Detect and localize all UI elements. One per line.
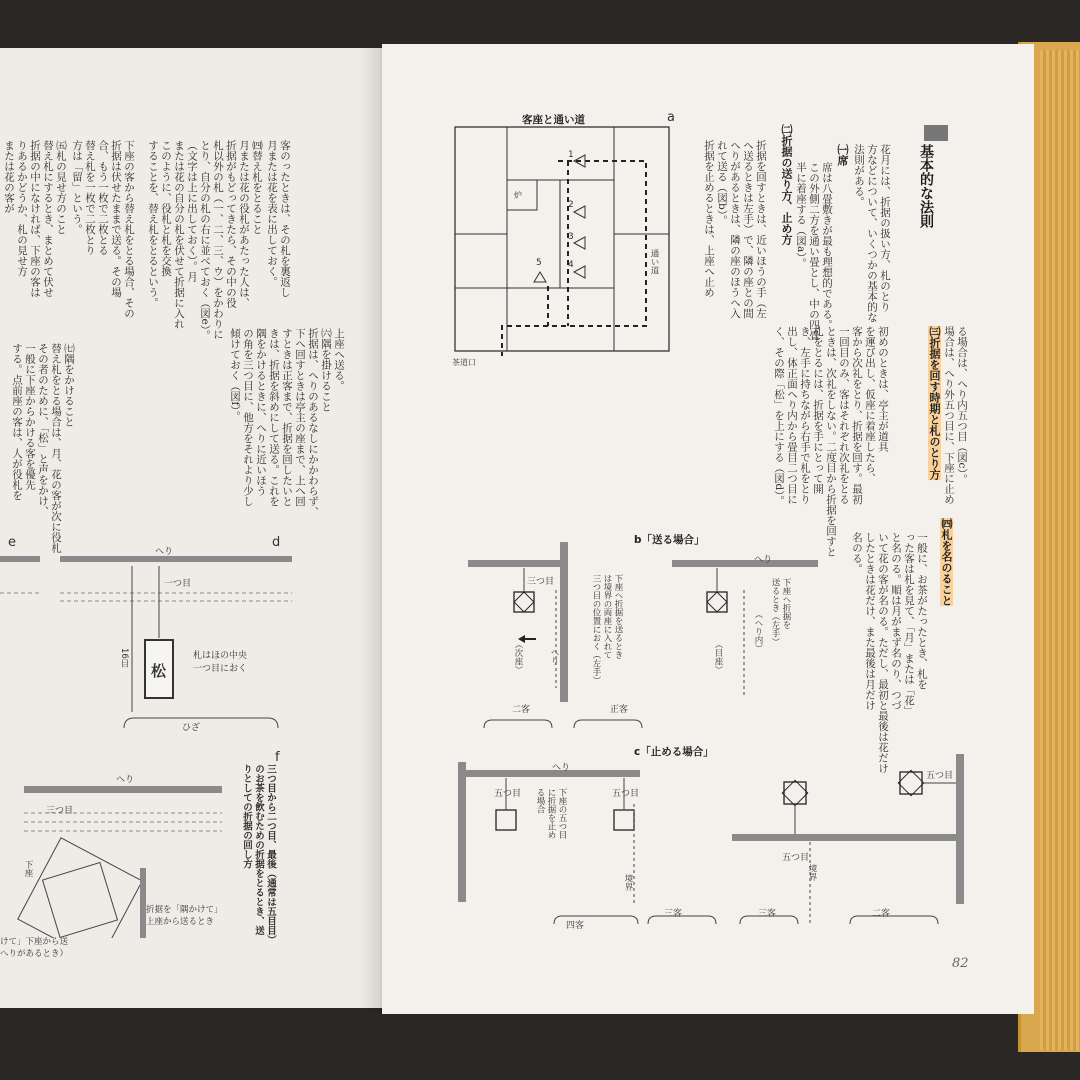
fig-a-path [502, 161, 646, 356]
fig-c-border2: 境界 [807, 864, 817, 881]
fig-b-caption: b「送る場合」 [634, 534, 705, 546]
fig-b-box1-diamond [514, 592, 534, 612]
fig-b-guest2: 二客 [512, 705, 531, 715]
fig-c-right-post [956, 754, 964, 904]
section2-body-b: る場合は、へり内五つ目（図c）。 場合は、へり外五つ目に、下座に止め [943, 326, 968, 505]
fig-c-itsutsume1: 五つ目 [494, 789, 522, 799]
left-text-col2: ㈣替え札をとること 月または花の役札があたった人は、 折据がもどってきたら、その中の役 札以外の札（一、二、三、ウ）をかわりに とり、自分の札の右に並べておく（図e）。 （文字は上に出しておく）。月 または花の自分の札を伏せて折据に入れ このように、役札と札を交換 することを、替え札をとるという。 [147, 140, 263, 341]
fig-a-num1: 1 [568, 150, 574, 160]
fig-b-mokuza: （目座） [713, 640, 723, 674]
fig-a-entrance: 茶道口 [452, 358, 476, 367]
fig-c-left-post [458, 762, 466, 902]
fig-b-main-guest: 正客 [610, 705, 629, 715]
heading: 基本的な法則 [918, 144, 934, 228]
fig-a-num4: 4 [568, 260, 574, 270]
left-text-col4: ㈤札の見せ方のこと 替え札にするとき、まとめて伏せ 折据の中になければ、下座の客は りあるかどうか、札の見せ方 または花の客が [3, 140, 67, 298]
fig-b-heri-left [468, 560, 560, 567]
fig-f-note: 三つ目から二つ目、最後（通常は五目目） のお茶を飲むための折据をとるとき、送 りとしての折据の回し方 [241, 764, 276, 945]
section2-body: 折据を回すときは、近いほうの手（左 へ送るときは左手）で、隣の座との間 へりがあるときは、隣の座のほうへ入 れて送る（図b）。 折据を止めるときは、上座へ止め [703, 140, 767, 319]
left-text-col6: ㈦隅をかけること 替え札をとる場合は、月、花の客が次に役札 その者のために、「松」と声をかけ、 一般に下座からかける客を優先 する。点前座の客は、人が役札を [11, 343, 75, 553]
fig-d-heri-bar [60, 556, 292, 562]
fig-b-mitsume: 三つ目 [527, 577, 555, 587]
fig-c-guest3a: 三客 [664, 909, 683, 919]
fig-d-heri: へり [155, 547, 174, 557]
fig-a-tri4 [574, 266, 585, 278]
fig-b-post [560, 542, 568, 702]
fig-a-tri2 [574, 206, 585, 218]
fig-c-heri-right [732, 834, 956, 841]
fig-c-border1: 境界 [623, 874, 633, 891]
fig-c-box3-diamond [782, 780, 807, 805]
fig-a-tri5 [534, 272, 546, 282]
fig-b-box2-diamond [707, 592, 727, 612]
fig-b-box1 [514, 592, 534, 612]
fig-b-note1: 下座へ折据を送るとき は境界の両座に入れて 三つ目の位置におく（左手） [591, 574, 623, 685]
fig-f-caption: 折据を「隅かけて」 上座から送るとき [146, 905, 223, 927]
section3-title: ㈢折据を回す時期と札のとり方 [928, 326, 941, 480]
fig-b-heri-uchi: （へり内） [753, 610, 763, 653]
fig-b-jiza: （次座） [513, 640, 523, 674]
fig-a-num3: 3 [568, 232, 574, 242]
heading-bar [924, 125, 948, 141]
fig-c-box4 [900, 772, 922, 794]
fig-a-tri3 [574, 237, 585, 249]
page-number: 82 [952, 956, 969, 971]
fig-b-box2 [707, 592, 727, 612]
fig-c-guest4: 四客 [566, 921, 585, 931]
fig-f-shimoza: 下座 [23, 860, 33, 877]
fig-d-knee: ひざ [182, 723, 201, 733]
figure-a-floorplan [454, 126, 676, 356]
section1-body: 席は八畳敷きが最も理想的である。 この外側二方を通い畳とし、中の四畳 半に着座する（図a）。 [795, 162, 833, 341]
fig-b-guest2-line [484, 720, 552, 728]
section4-title: ㈣札を名のること [940, 518, 953, 606]
fig-c-box4-diamond [898, 770, 923, 795]
fig-f-box [18, 838, 142, 938]
fig-b-heri-v: へり [549, 648, 559, 665]
fig-b-heri: へり [754, 555, 773, 565]
fig-d-letter: d [272, 535, 281, 550]
fig-a-path-label: 通い道 [649, 249, 659, 275]
book-cover-cloth [1040, 50, 1080, 1050]
section1-title: ㈠席 [836, 144, 849, 166]
fig-a-num2: 2 [568, 200, 574, 210]
fig-f-mitsume: 三つ目 [46, 806, 74, 816]
fig-c-itsutsume3: 五つ目 [782, 853, 810, 863]
section2-title: ㈡折据の送り方、止め方 [780, 124, 793, 245]
fig-f-inner-box [43, 863, 118, 938]
fig-b-main-line [574, 720, 642, 728]
fig-c-itsutsume2: 五つ目 [612, 789, 640, 799]
fig-c-itsutsume4: 五つ目 [926, 771, 954, 781]
fig-a-furo: 炉 [514, 191, 522, 200]
fig-a-title: 客座と通い道 [522, 114, 585, 126]
left-text-col3: 下座の客から替え札をとる場合、その 折据は伏せたままで送る。その場 合、もう一枚で二枚とる 替え札を一枚で二枚とり 方は「留」という。 [71, 140, 135, 319]
fig-c-heri: へり [552, 763, 571, 773]
intro-text: 花月には、折据の扱い方、札のとり 方などについて、いくつかの基本的な 法則がある。 [853, 144, 891, 323]
left-text-col5: 上座へ送る。 ㈥隅を掛けること 折据は、へりのあるなしにかかわらず、 下へ回すときは亭主の座まで、上へ回 すときは正客まで、折据を回したいと きは、折据を斜めにして送る。これを 隅をかけるときに、へりに近いほう の角を三つ目に、他方をそれより少し 傾けておく（図f）。 [229, 328, 345, 517]
fig-e-letter: e [8, 535, 16, 550]
figure-b [462, 538, 962, 728]
fig-b-heri-right [672, 560, 818, 567]
fig-d-mitsume: 一つ目 [164, 579, 192, 589]
fig-f-heri-bar [24, 786, 222, 793]
fig-c-guest2-line [850, 916, 938, 924]
fig-a-num5: 5 [536, 258, 542, 268]
fig-c-guest3b: 三客 [758, 909, 777, 919]
left-text-col1: 客のったときは、その札を裏返し 月または花を表に出しておく。 [266, 140, 291, 298]
figure-c [454, 754, 974, 954]
fig-c-note: 下座の五つ目 に折据を止め る場合 [535, 788, 567, 839]
fig-a-letter: a [667, 110, 675, 125]
fig-f-heri: へり [116, 775, 135, 785]
fig-c-caption: c「止める場合」 [634, 746, 714, 758]
fig-c-guest2: 二客 [872, 909, 891, 919]
left-page [0, 48, 382, 1008]
fig-f-tail: けて」下座から送 へりがあるとき） [0, 937, 69, 959]
section3-body: 初めのときは、亭主が道具 を運び出し、仮座に着座したら、 客から次礼をとり、折据を回す。最初 一回目のみ、客はそれぞれ次礼をとる ときは、次礼をしない。二度目から折据を回すと 札をとるには、折据を手にとって開 き、左手に持ちながら右手で札をとり 出し、体正面へり内から畳目二つ目に く、その際「松」を上にする（図d）。 [773, 326, 889, 557]
fig-c-box2 [614, 810, 634, 830]
fig-c-box1 [496, 810, 516, 830]
fig-d-note: 札はほの中央 一つ目におく [193, 651, 248, 674]
fig-e-heri-bar [0, 556, 40, 562]
fig-a-furo-box [507, 180, 537, 210]
fig-d-matsu: 松 [151, 662, 167, 680]
fig-d-side: 16目 [119, 648, 129, 668]
fig-d-knee-line [124, 718, 278, 728]
fig-b-note2: 下座へ折据を 送るとき（左手） [770, 578, 791, 646]
section4-body: 一般に、お茶がたったとき、札を った客は札を見て、「月」または「花」 と名のる。順は月がまず名のり、つづ いて花の客が名のる。ただし、最初と最後は花だけ したときは花だけ、また最後は月だけ 名のる。 [851, 532, 928, 774]
fig-f-letter: f [275, 750, 280, 765]
right-page [382, 44, 1034, 1014]
fig-c-box3 [784, 782, 806, 804]
